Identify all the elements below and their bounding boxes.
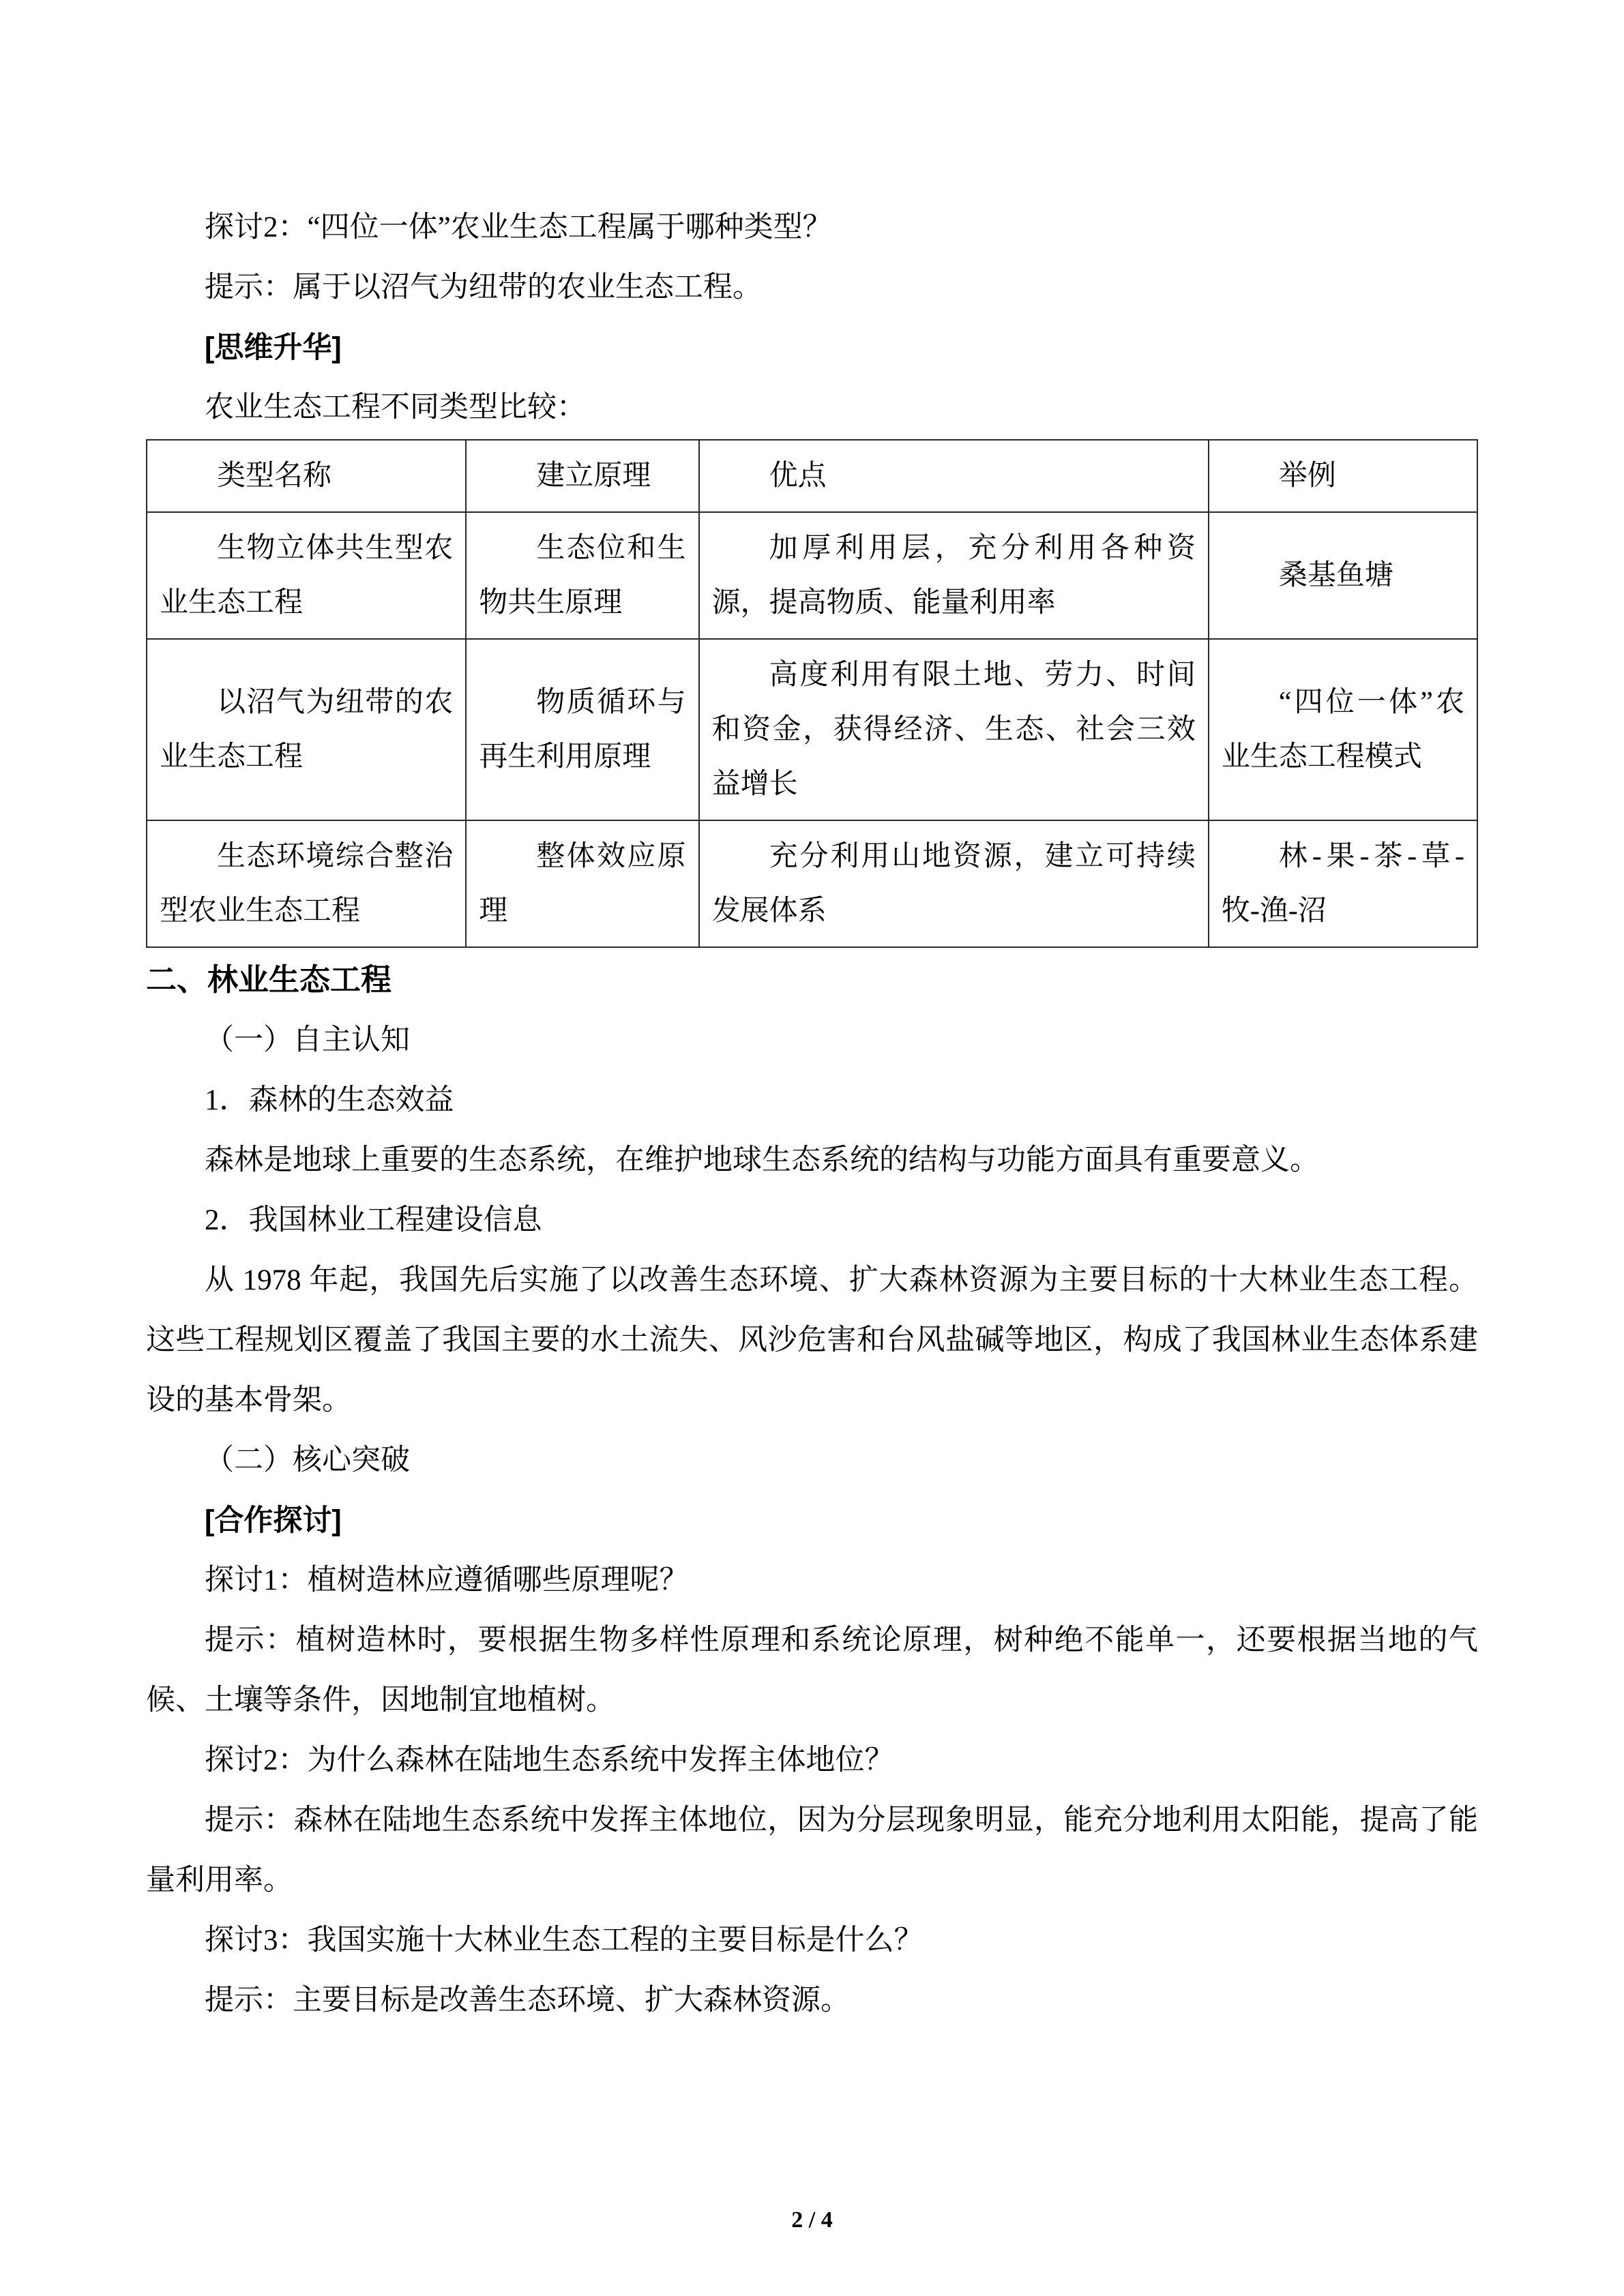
section-heading-forestry: 二、林业生态工程 xyxy=(146,962,392,997)
cell-type-3: 生态环境综合整治型农业生态工程 xyxy=(147,820,466,947)
col-header-example: 举例 xyxy=(1209,440,1477,512)
col-header-type-name: 类型名称 xyxy=(147,440,466,512)
tag-thinking-sublimation: [思维升华] xyxy=(205,331,342,364)
page-number: 2 / 4 xyxy=(791,2207,833,2233)
paragraph-hint-2: 提示：属于以沼气为纽带的农业生态工程。 xyxy=(205,271,762,303)
subsection-core-breakthrough: （二）核心突破 xyxy=(205,1444,410,1476)
cell-principle-1: 生态位和生物共生原理 xyxy=(466,512,698,639)
paragraph-forestry-discussion-1: 探讨1：植树造林应遵循哪些原理呢？ xyxy=(205,1564,689,1596)
paragraph-table-intro: 农业生态工程不同类型比较： xyxy=(205,391,586,423)
cell-advantage-2: 高度利用有限土地、劳力、时间和资金，获得经济、生态、社会三效益增长 xyxy=(699,639,1209,820)
item-forestry-project-info: 2．我国林业工程建设信息 xyxy=(205,1204,542,1236)
table-row-stereo-symbiosis xyxy=(147,512,1477,639)
subsection-self-cognition: （一）自主认知 xyxy=(205,1024,410,1056)
cell-principle-3: 整体效应原理 xyxy=(466,820,698,947)
cell-type-1: 生物立体共生型农业生态工程 xyxy=(147,512,466,639)
paragraph-forestry-project-info: 从 1978 年起，我国先后实施了以改善生态环境、扩大森林资源为主要目标的十大林业生态工程。这些工程规划区覆盖了我国主要的水土流失、风沙危害和台风盐碱等地区，构成了我国林业生态体系建设的基本骨架。 xyxy=(146,1264,1478,1416)
cell-example-3: 林-果-茶-草-牧-渔-沼 xyxy=(1209,820,1477,947)
paragraph-forestry-hint-3: 提示：主要目标是改善生态环境、扩大森林资源。 xyxy=(205,1984,850,2016)
cell-example-1: 桑基鱼塘 xyxy=(1209,512,1477,639)
col-header-principle: 建立原理 xyxy=(466,440,698,512)
cell-advantage-1: 加厚利用层，充分利用各种资源，提高物质、能量利用率 xyxy=(699,512,1209,639)
paragraph-forestry-discussion-3: 探讨3：我国实施十大林业生态工程的主要目标是什么？ xyxy=(205,1924,924,1956)
item-forest-eco-benefit: 1．森林的生态效益 xyxy=(205,1084,454,1116)
cell-example-2: “四位一体”农业生态工程模式 xyxy=(1209,639,1477,820)
agri-eco-comparison-table xyxy=(146,439,1478,948)
paragraph-forest-eco-benefit: 森林是地球上重要的生态系统，在维护地球生态系统的结构与功能方面具有重要意义。 xyxy=(205,1144,1319,1176)
cell-principle-2: 物质循环与再生利用原理 xyxy=(466,639,698,820)
paragraph-forestry-hint-1: 提示：植树造林时，要根据生物多样性原理和系统论原理，树种绝不能单一，还要根据当地的气候、土壤等条件，因地制宜地植树。 xyxy=(146,1624,1478,1716)
col-header-advantage: 优点 xyxy=(699,440,1209,512)
table-row-env-remediation xyxy=(147,820,1477,947)
paragraph-forestry-discussion-2: 探讨2：为什么森林在陆地生态系统中发挥主体地位？ xyxy=(205,1744,894,1776)
paragraph-discussion-2: 探讨2：“四位一体”农业生态工程属于哪种类型？ xyxy=(205,211,832,243)
table-row-biogas-link xyxy=(147,639,1477,820)
cell-advantage-3: 充分利用山地资源，建立可持续发展体系 xyxy=(699,820,1209,947)
paragraph-forestry-hint-2: 提示：森林在陆地生态系统中发挥主体地位，因为分层现象明显，能充分地利用太阳能，提高了能量利用率。 xyxy=(146,1804,1478,1896)
tag-cooperative-discussion: [合作探讨] xyxy=(205,1504,342,1537)
table-header-row xyxy=(147,440,1477,512)
cell-type-2: 以沼气为纽带的农业生态工程 xyxy=(147,639,466,820)
